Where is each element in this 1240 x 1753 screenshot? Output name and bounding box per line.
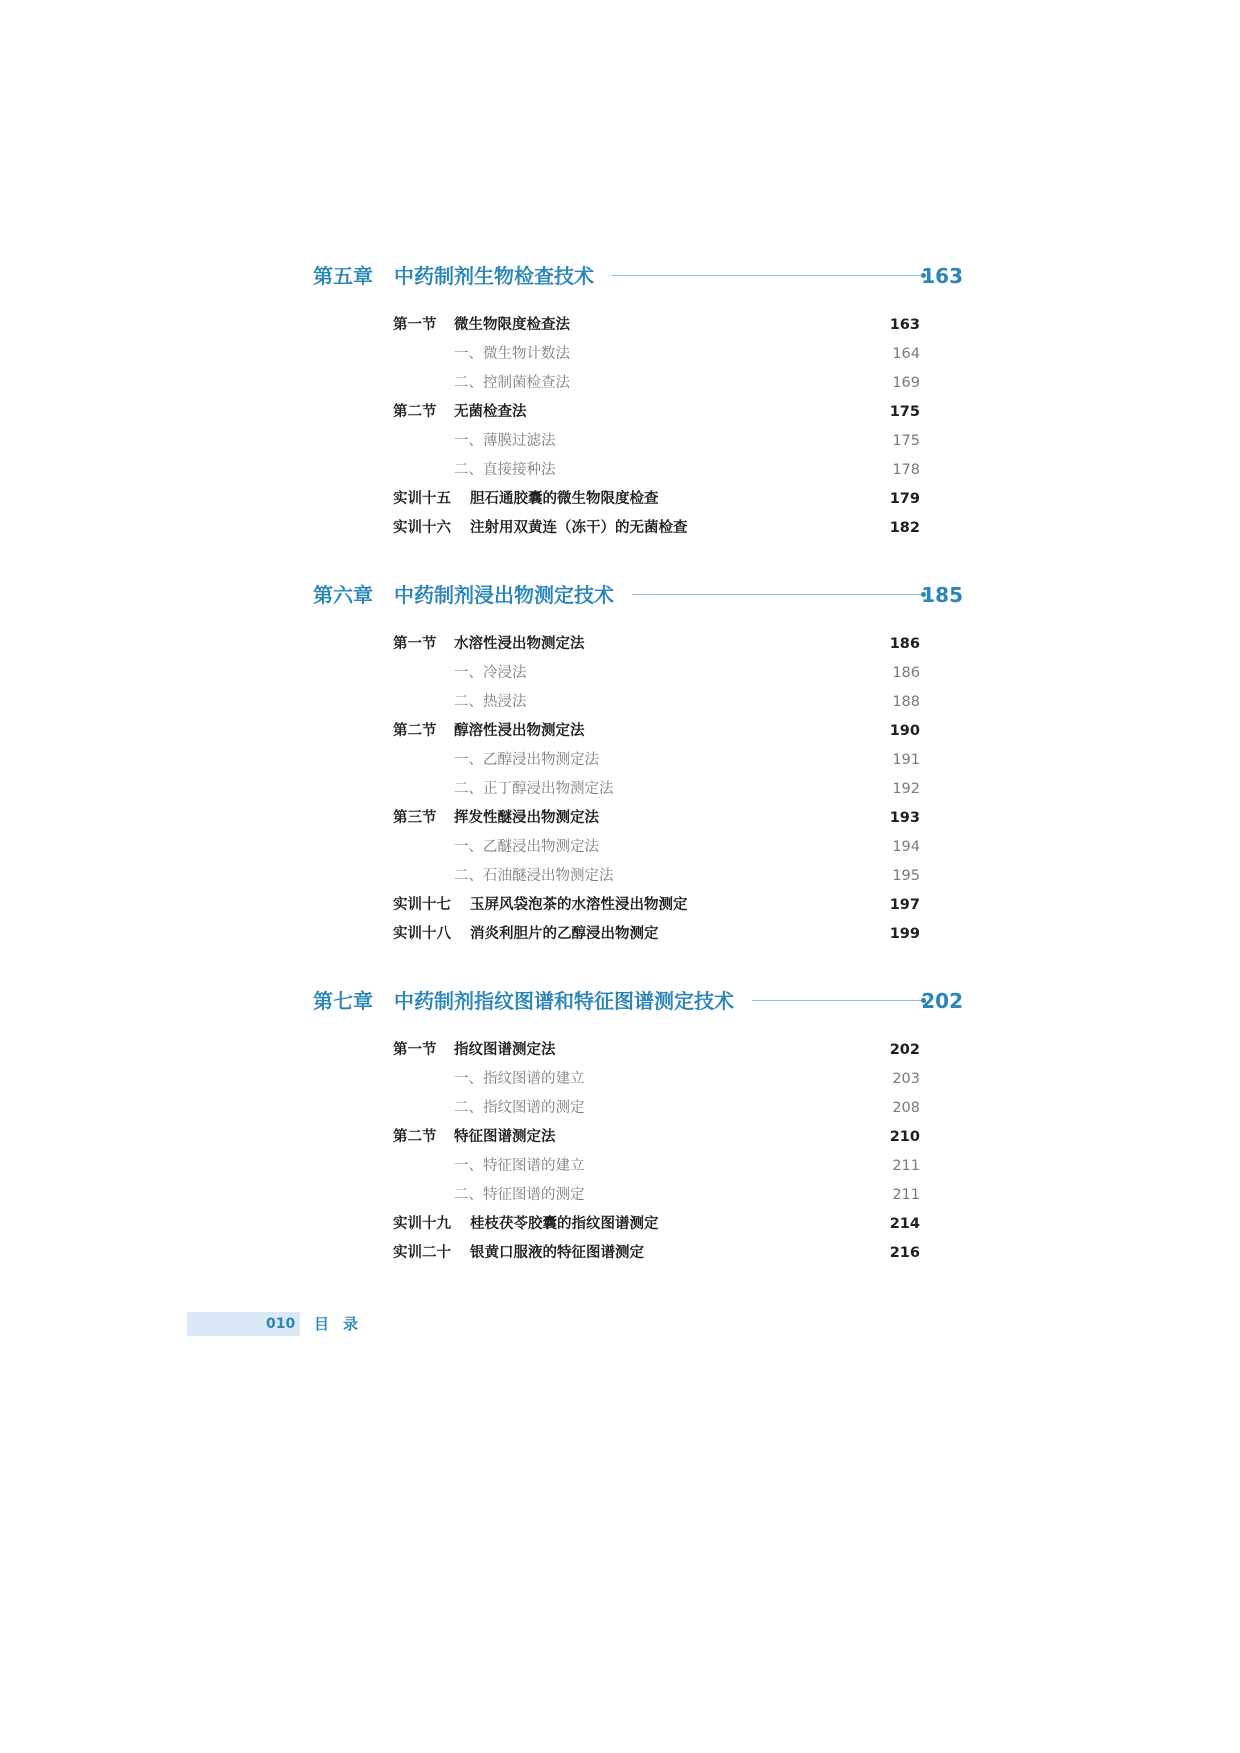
entry-title: 二、直接接种法 — [454, 462, 556, 478]
entry-label: 实训十五 — [393, 491, 451, 507]
entry-title: 挥发性醚浸出物测定法 — [454, 810, 599, 826]
entry-title: 微生物限度检查法 — [454, 317, 570, 333]
entry-title: 二、正丁醇浸出物测定法 — [454, 781, 614, 797]
entry-page: 208 — [892, 1100, 920, 1116]
entry-page: 216 — [889, 1245, 920, 1261]
entry-page: 211 — [892, 1158, 920, 1174]
chapter-number: 第六章 — [313, 583, 373, 607]
entry-title: 水溶性浸出物测定法 — [454, 636, 585, 652]
toc-entry[interactable] — [393, 631, 920, 657]
toc-entry[interactable] — [393, 399, 920, 425]
entry-label: 实训十六 — [393, 520, 451, 536]
leader-line — [632, 594, 922, 595]
entry-page: 169 — [892, 375, 920, 391]
toc-entry[interactable] — [393, 1153, 920, 1179]
entry-title: 指纹图谱测定法 — [454, 1042, 556, 1058]
entry-title: 银黄口服液的特征图谱测定 — [470, 1245, 644, 1261]
entry-label: 第一节 — [393, 1042, 437, 1058]
toc-entry[interactable] — [393, 1037, 920, 1063]
entry-page: 195 — [892, 868, 920, 884]
entry-label: 第二节 — [393, 404, 437, 420]
toc-entry[interactable] — [393, 515, 920, 541]
entry-title: 消炎利胆片的乙醇浸出物测定 — [470, 926, 659, 942]
entry-title: 一、乙醇浸出物测定法 — [454, 752, 599, 768]
toc-entry[interactable] — [393, 921, 920, 947]
entry-page: 192 — [892, 781, 920, 797]
toc-entry[interactable] — [393, 863, 920, 889]
entry-title: 无菌检查法 — [454, 404, 527, 420]
leader-line — [612, 275, 922, 276]
entry-page: 197 — [889, 897, 920, 913]
entry-page: 214 — [889, 1216, 920, 1232]
entry-title: 二、指纹图谱的测定 — [454, 1100, 585, 1116]
entry-page: 191 — [892, 752, 920, 768]
toc-entry[interactable] — [393, 660, 920, 686]
toc-entry[interactable] — [393, 341, 920, 367]
entry-label: 实训十八 — [393, 926, 451, 942]
toc-entry[interactable] — [393, 776, 920, 802]
entry-page: 210 — [889, 1129, 920, 1145]
entry-label: 实训二十 — [393, 1245, 451, 1261]
entry-label: 第二节 — [393, 1129, 437, 1145]
toc-entry[interactable] — [393, 486, 920, 512]
chapter-number: 第五章 — [313, 264, 373, 288]
entry-title: 一、微生物计数法 — [454, 346, 570, 362]
entry-page: 182 — [889, 520, 920, 536]
entry-page: 179 — [889, 491, 920, 507]
entry-page: 193 — [889, 810, 920, 826]
toc-entry[interactable] — [393, 370, 920, 396]
toc-entry[interactable] — [393, 805, 920, 831]
chapter-page: 185 — [921, 583, 963, 607]
entry-title: 一、薄膜过滤法 — [454, 433, 556, 449]
entry-page: 175 — [892, 433, 920, 449]
chapter-heading — [313, 259, 963, 293]
entry-label: 第二节 — [393, 723, 437, 739]
toc-entry[interactable] — [393, 1066, 920, 1092]
toc-entry[interactable] — [393, 1211, 920, 1237]
entry-page: 190 — [889, 723, 920, 739]
footer-section-title: 目录 — [314, 1315, 373, 1333]
entry-page: 178 — [892, 462, 920, 478]
entry-title: 醇溶性浸出物测定法 — [454, 723, 585, 739]
toc-entry[interactable] — [393, 1182, 920, 1208]
entry-title: 一、乙醚浸出物测定法 — [454, 839, 599, 855]
toc-entry[interactable] — [393, 892, 920, 918]
entry-page: 199 — [889, 926, 920, 942]
entry-page: 188 — [892, 694, 920, 710]
entry-page: 211 — [892, 1187, 920, 1203]
chapter-heading — [313, 984, 963, 1018]
chapter-page: 202 — [921, 989, 963, 1013]
entry-page: 186 — [892, 665, 920, 681]
entry-title: 玉屏风袋泡茶的水溶性浸出物测定 — [470, 897, 688, 913]
entry-label: 第一节 — [393, 636, 437, 652]
chapter-title: 中药制剂浸出物测定技术 — [394, 583, 614, 607]
entry-label: 第一节 — [393, 317, 437, 333]
toc-entry[interactable] — [393, 312, 920, 338]
leader-line — [752, 1000, 922, 1001]
footer-page-number: 010 — [266, 1316, 296, 1332]
entry-title: 胆石通胶囊的微生物限度检查 — [470, 491, 659, 507]
toc-entry[interactable] — [393, 689, 920, 715]
entry-page: 202 — [889, 1042, 920, 1058]
entry-title: 一、冷浸法 — [454, 665, 527, 681]
entry-page: 163 — [889, 317, 920, 333]
entry-title: 二、热浸法 — [454, 694, 527, 710]
toc-entry[interactable] — [393, 718, 920, 744]
chapter-number: 第七章 — [313, 989, 373, 1013]
entry-page: 164 — [892, 346, 920, 362]
entry-title: 桂枝茯苓胶囊的指纹图谱测定 — [470, 1216, 659, 1232]
chapter-title: 中药制剂指纹图谱和特征图谱测定技术 — [394, 989, 734, 1013]
entry-title: 二、石油醚浸出物测定法 — [454, 868, 614, 884]
entry-page: 194 — [892, 839, 920, 855]
toc-entry[interactable] — [393, 1124, 920, 1150]
toc-entry[interactable] — [393, 428, 920, 454]
entry-page: 203 — [892, 1071, 920, 1087]
toc-entry[interactable] — [393, 457, 920, 483]
entry-title: 特征图谱测定法 — [454, 1129, 556, 1145]
toc-entry[interactable] — [393, 747, 920, 773]
entry-label: 第三节 — [393, 810, 437, 826]
entry-title: 二、特征图谱的测定 — [454, 1187, 585, 1203]
entry-title: 二、控制菌检查法 — [454, 375, 570, 391]
toc-entry[interactable] — [393, 1240, 920, 1266]
entry-title: 一、指纹图谱的建立 — [454, 1071, 585, 1087]
entry-label: 实训十九 — [393, 1216, 451, 1232]
toc-entry[interactable] — [393, 1095, 920, 1121]
chapter-heading — [313, 578, 963, 612]
entry-label: 实训十七 — [393, 897, 451, 913]
entry-title: 一、特征图谱的建立 — [454, 1158, 585, 1174]
chapter-title: 中药制剂生物检查技术 — [394, 264, 594, 288]
entry-title: 注射用双黄连（冻干）的无菌检查 — [470, 520, 688, 536]
entry-page: 175 — [889, 404, 920, 420]
entry-page: 186 — [889, 636, 920, 652]
chapter-page: 163 — [921, 264, 963, 288]
toc-entry[interactable] — [393, 834, 920, 860]
